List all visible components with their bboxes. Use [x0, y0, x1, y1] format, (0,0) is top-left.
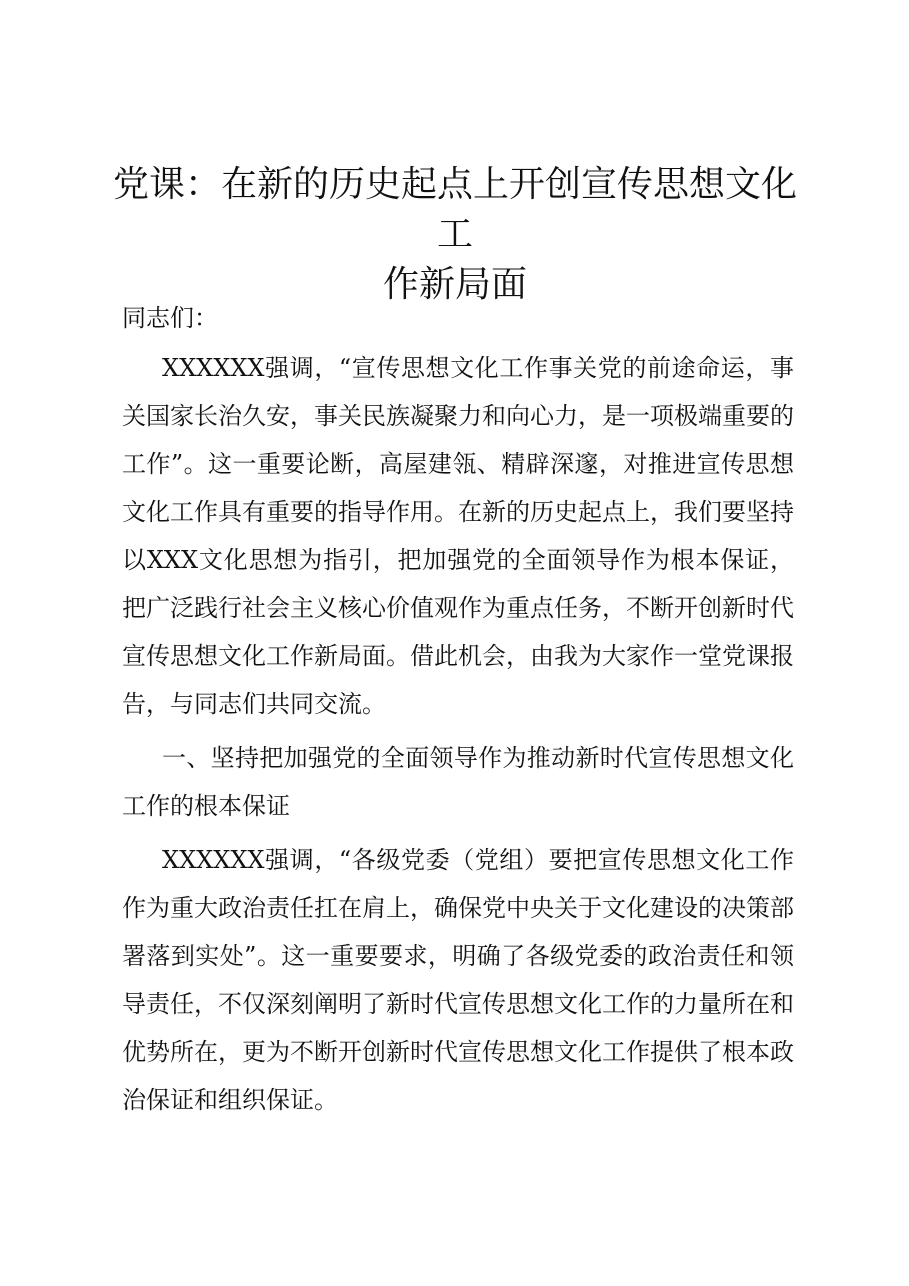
- title-line-2: 作新局面: [382, 264, 527, 305]
- document-title: [110, 160, 800, 310]
- salutation: 同志们：: [122, 304, 218, 332]
- paragraph-intro: XXXXXX强调，“宣传思想文化工作事关党的前途命运，事关国家长治久安，事关民族凝聚力和向心力，是一项极端重要的工作”。这一重要论断，高屋建瓴、精辟深邃，对推进宣传思想文化工作具有重要的指导作用。在新的历史起点上，我们要坚持以XXX文化思想为指引，把加强党的全面领导作为根本保证，把广泛践行社会主义核心价值观作为重点任务，不断开创新时代宣传思想文化工作新局面。借此机会，由我为大家作一堂党课报告，与同志们共同交流。: [122, 354, 794, 718]
- title-line-1: 党课：在新的历史起点上开创宣传思想文化工: [112, 164, 797, 255]
- document-body: [122, 294, 794, 1124]
- section-heading-1: 一、坚持把加强党的全面领导作为推动新时代宣传思想文化工作的根本保证: [122, 744, 794, 820]
- paragraph-section-1: XXXXXX强调，“各级党委（党组）要把宣传思想文化工作作为重大政治责任扛在肩上，确保党中央关于文化建设的决策部署落到实处”。这一重要要求，明确了各级党委的政治责任和领导责任，不仅深刻阐明了新时代宣传思想文化工作的力量所在和优势所在，更为不断开创新时代宣传思想文化工作提供了根本政治保证和组织保证。: [122, 846, 794, 1114]
